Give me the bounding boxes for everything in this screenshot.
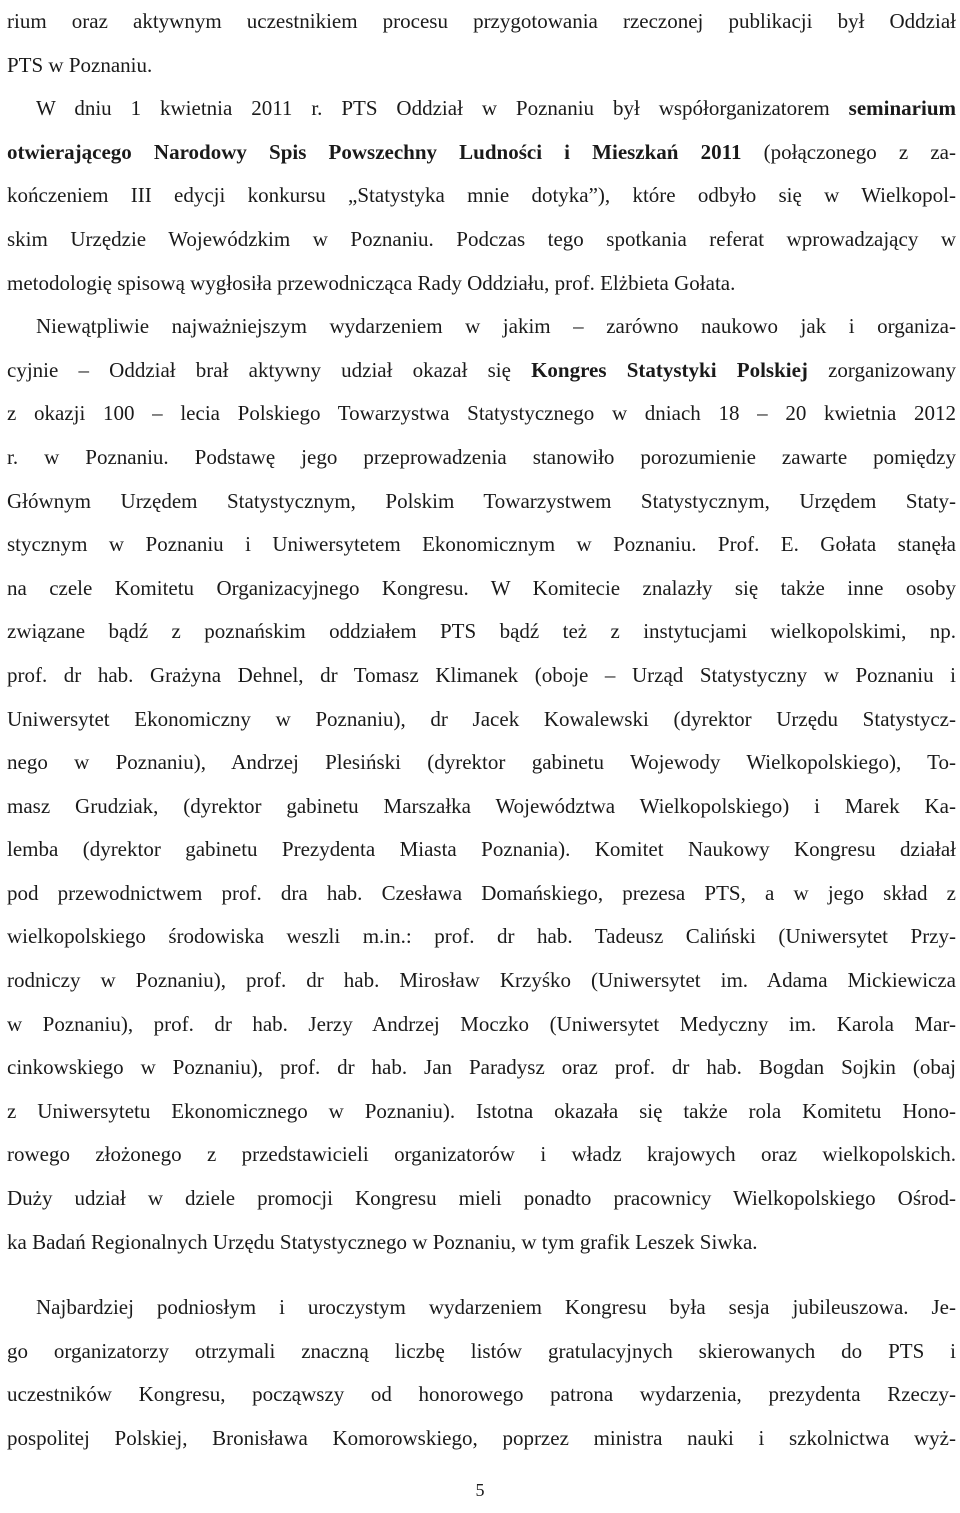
- text-line: Głównym Urzędem Statystycznym, Polskim Towarzystwem Statystycznym, Urzędem Staty-: [7, 488, 956, 513]
- text-line: nego w Poznaniu), Andrzej Plesiński (dyrektor gabinetu Wojewody Wielkopolskiego), To-: [7, 750, 956, 775]
- text-line: [7, 87, 956, 131]
- text-line: z Uniwersytetu Ekonomicznego w Poznaniu). Istotna okazała się także rola Komitetu Hono-: [7, 1098, 956, 1123]
- text-line: Najbardziej podniosłym i uroczystym wydarzeniem Kongresu była sesja jubileuszowa. Je-: [36, 1295, 956, 1320]
- text-span: cyjnie – Oddział brał aktywny udział okazał się: [7, 357, 532, 382]
- text-line: kończeniem III edycji konkursu „Statystyka mnie dotyka”), które odbyło się w Wielkopol-: [7, 183, 956, 208]
- text-line: stycznym w Poznaniu i Uniwersytetem Ekonomicznym w Poznaniu. Prof. E. Gołata stanęła: [7, 532, 956, 557]
- text-line: [7, 131, 956, 175]
- paragraph: [7, 87, 956, 305]
- bold-span: Kongres Statystyki Polskiej: [531, 357, 808, 382]
- text-line: Niewątpliwie najważniejszym wydarzeniem w jakim – zarówno naukowo jak i organiza-: [36, 314, 956, 339]
- text-line: rodniczy w Poznaniu), prof. dr hab. Mirosław Krzyśko (Uniwersytet im. Adama Mickiewicza: [7, 968, 956, 993]
- text-line: Uniwersytet Ekonomiczny w Poznaniu), dr Jacek Kowalewski (dyrektor Urzędu Statystycz-: [7, 706, 956, 731]
- text-line: PTS w Poznaniu.: [7, 52, 153, 77]
- paragraph: [7, 1286, 956, 1460]
- text-line: pospolitej Polskiej, Bronisława Komorowskiego, poprzez ministra nauki i szkolnictwa wyż-: [7, 1426, 956, 1450]
- text-span: W dniu 1 kwietnia 2011 r. PTS Oddział w Poznaniu był współorganizatorem: [36, 96, 849, 121]
- text-line: prof. dr hab. Grażyna Dehnel, dr Tomasz Klimanek (oboje – Urząd Statystyczny w Poznaniu i: [7, 662, 956, 687]
- text-line: na czele Komitetu Organizacyjnego Kongresu. W Komitecie znalazły się także inne osoby: [7, 575, 956, 600]
- text-line: [7, 349, 956, 393]
- page-number: 5: [475, 1480, 485, 1500]
- text-span: (połączonego z za-: [741, 139, 956, 164]
- text-line: Duży udział w dziele promocji Kongresu mieli ponadto pracownicy Wielkopolskiego Ośrod-: [7, 1186, 956, 1211]
- text-line: wielkopolskiego środowiska weszli m.in.: prof. dr hab. Tadeusz Caliński (Uniwersytet Przy-: [7, 924, 956, 949]
- text-line: r. w Poznaniu. Podstawę jego przeprowadzenia stanowiło porozumienie zawarte pomiędzy: [7, 444, 956, 469]
- paragraph: [7, 0, 956, 87]
- text-line: cinkowskiego w Poznaniu), prof. dr hab. Jan Paradysz oraz prof. dr hab. Bogdan Sojkin (obaj: [7, 1055, 956, 1080]
- text-line: z okazji 100 – lecia Polskiego Towarzystwa Statystycznego w dniach 18 – 20 kwietnia 2012: [7, 401, 956, 426]
- text-line: rium oraz aktywnym uczestnikiem procesu przygotowania rzeczonej publikacji był Oddział: [7, 9, 956, 33]
- bold-span: seminarium: [848, 96, 956, 121]
- text-line: rowego złożonego z przedstawicieli organizatorów i władz krajowych oraz wielkopolskich.: [7, 1142, 956, 1167]
- text-span: zorganizowany: [807, 357, 956, 382]
- text-line: związane bądź z poznańskim oddziałem PTS bądź też z instytucjami wielkopolskimi, np.: [7, 619, 956, 644]
- text-line: go organizatorzy otrzymali znaczną liczbę listów gratulacyjnych skierowanych do PTS i: [7, 1338, 956, 1363]
- text-line: uczestników Kongresu, począwszy od honorowego patrona wydarzenia, prezydenta Rzeczy-: [7, 1382, 956, 1407]
- text-line: pod przewodnictwem prof. dra hab. Czesława Domańskiego, prezesa PTS, a w jego skład z: [7, 880, 956, 905]
- text-line: metodologię spisową wygłosiła przewodnicząca Rady Oddziału, prof. Elżbieta Gołata.: [7, 270, 736, 295]
- text-line: masz Grudziak, (dyrektor gabinetu Marszałka Województwa Wielkopolskiego) i Marek Ka-: [7, 793, 956, 818]
- bold-span: otwierającego Narodowy Spis Powszechny Ludności i Mieszkań 2011: [7, 139, 742, 164]
- text-line: w Poznaniu), prof. dr hab. Jerzy Andrzej Moczko (Uniwersytet Medyczny im. Karola Mar-: [7, 1011, 956, 1036]
- text-line: skim Urzędzie Wojewódzkim w Poznaniu. Podczas tego spotkania referat wprowadzający w: [7, 226, 956, 251]
- paragraph: [7, 305, 956, 1264]
- text-line: ka Badań Regionalnych Urzędu Statystycznego w Poznaniu, w tym grafik Leszek Siwka.: [7, 1229, 758, 1254]
- text-line: lemba (dyrektor gabinetu Prezydenta Miasta Poznania). Komitet Naukowy Kongresu działał: [7, 837, 956, 862]
